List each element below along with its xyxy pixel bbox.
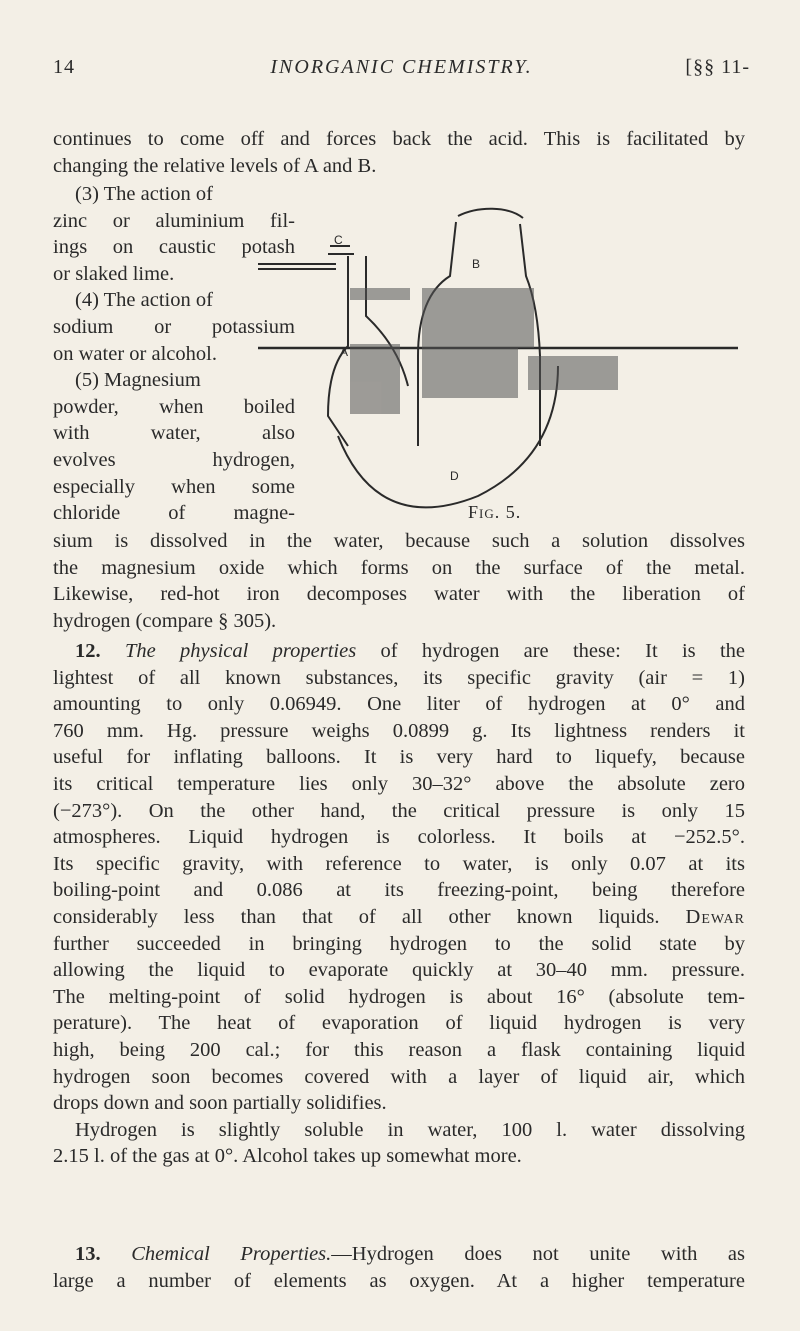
running-title: INORGANIC CHEMISTRY. <box>270 56 533 78</box>
text-line: changing the relative levels of A and B. <box>53 154 377 177</box>
section-number: 13. <box>75 1243 101 1265</box>
list-item-line: chloride of magne- <box>53 502 295 525</box>
list-item-line: evolves hydrogen, <box>53 448 295 471</box>
text-line: large a number of elements as oxygen. At a higher temperature <box>53 1269 745 1292</box>
list-item-line: or slaked lime. <box>53 262 175 285</box>
vessel-b-top <box>458 209 523 218</box>
text-line: 2.15 l. of the gas at 0°. Alcohol takes up somewhat more. <box>53 1145 522 1168</box>
section-marker: [§§ 11- <box>685 56 750 78</box>
section-number: 12. <box>75 640 101 662</box>
label-a: A <box>340 345 349 359</box>
section-12 <box>53 638 745 1170</box>
list-item-line: (3) The action of <box>75 183 213 205</box>
section-13 <box>53 1241 745 1294</box>
text-line: its critical temperature lies only 30–32° above the absolute zero <box>53 772 745 795</box>
list-item-line: (4) The action of <box>75 289 213 312</box>
text-line: lightest of all known substances, its specific gravity (air = 1) <box>53 666 745 689</box>
text-line: Likewise, red-hot iron decomposes water with the liberation of <box>53 583 745 606</box>
list-item-line: with water, also <box>53 422 295 445</box>
label-d: D <box>450 469 459 483</box>
text-line: Its specific gravity, with reference to water, is only 0.07 at its <box>53 852 745 875</box>
text-line: hydrogen soon becomes covered with a layer of liquid air, which <box>53 1065 745 1088</box>
list-item-line: on water or alcohol. <box>53 342 217 365</box>
text-line: atmospheres. Liquid hydrogen is colorless. It boils at −252.5°. <box>53 826 745 849</box>
text-line: high, being 200 cal.; for this reason a flask containing liquid <box>53 1038 745 1061</box>
intro-paragraph <box>53 126 745 179</box>
text-line: further succeeded in bringing hydrogen to the solid state by <box>53 932 745 955</box>
text-line: 760 mm. Hg. pressure weighs 0.0899 g. Its lightness renders it <box>53 719 745 742</box>
section-13-first-line <box>53 1241 745 1268</box>
text-line: Hydrogen is slightly soluble in water, 100 l. water dissolving <box>75 1118 745 1141</box>
text-line: The melting-point of solid hydrogen is about 16° (absolute tem- <box>53 985 745 1008</box>
text-line: the magnesium oxide which forms on the surface of the metal. <box>53 556 745 579</box>
text-line: boiling-point and 0.086 at its freezing-point, being therefore <box>53 879 745 902</box>
text-line <box>53 904 745 931</box>
text-line: (−273°). On the other hand, the critical pressure is only 15 <box>53 799 745 822</box>
list-item-line: (5) Magnesium <box>75 369 201 392</box>
text-line: useful for inflating balloons. It is very hard to liquefy, because <box>53 746 745 769</box>
text-line: continues to come off and forces back the acid. This is facilitated by <box>53 128 745 150</box>
list-item-line: powder, when boiled <box>53 395 295 418</box>
text-line: sium is dissolved in the water, because such a solution dissolves <box>53 530 745 552</box>
text-fragment: of hydrogen are these: It is the <box>356 640 745 662</box>
list-item-line: zinc or aluminium fil- <box>53 209 295 232</box>
text-fragment: considerably less than that of all other known liquids. <box>53 905 660 928</box>
text-line: drops down and soon partially solidifies. <box>53 1092 387 1115</box>
text-fragment: —Hydrogen does not unite with as <box>331 1243 746 1265</box>
section-12-first-line <box>53 638 745 665</box>
list-item-line: especially when some <box>53 475 295 498</box>
page-number: 14 <box>53 56 75 78</box>
running-head <box>53 56 750 82</box>
name-dewar: Dewar <box>685 905 745 928</box>
text-line: hydrogen (compare § 305). <box>53 609 277 632</box>
text-line: amounting to only 0.06949. One liter of hydrogen at 0° and <box>53 693 745 716</box>
apparatus-figure <box>258 196 778 526</box>
paragraph-tail <box>53 528 745 634</box>
label-b: B <box>472 257 481 271</box>
label-c: C <box>334 233 343 247</box>
figure-caption: Fig. 5. <box>468 502 522 522</box>
list-item-line: sodium or potassium <box>53 315 295 338</box>
text-line: perature). The heat of evaporation of liquid hydrogen is very <box>53 1012 745 1035</box>
list-item-line: ings on caustic potash <box>53 236 295 259</box>
text-line: allowing the liquid to evaporate quickly at 30–40 mm. pressure. <box>53 959 745 982</box>
section-heading: The physical properties <box>124 640 357 662</box>
section-heading: Chemical Properties. <box>131 1243 332 1265</box>
